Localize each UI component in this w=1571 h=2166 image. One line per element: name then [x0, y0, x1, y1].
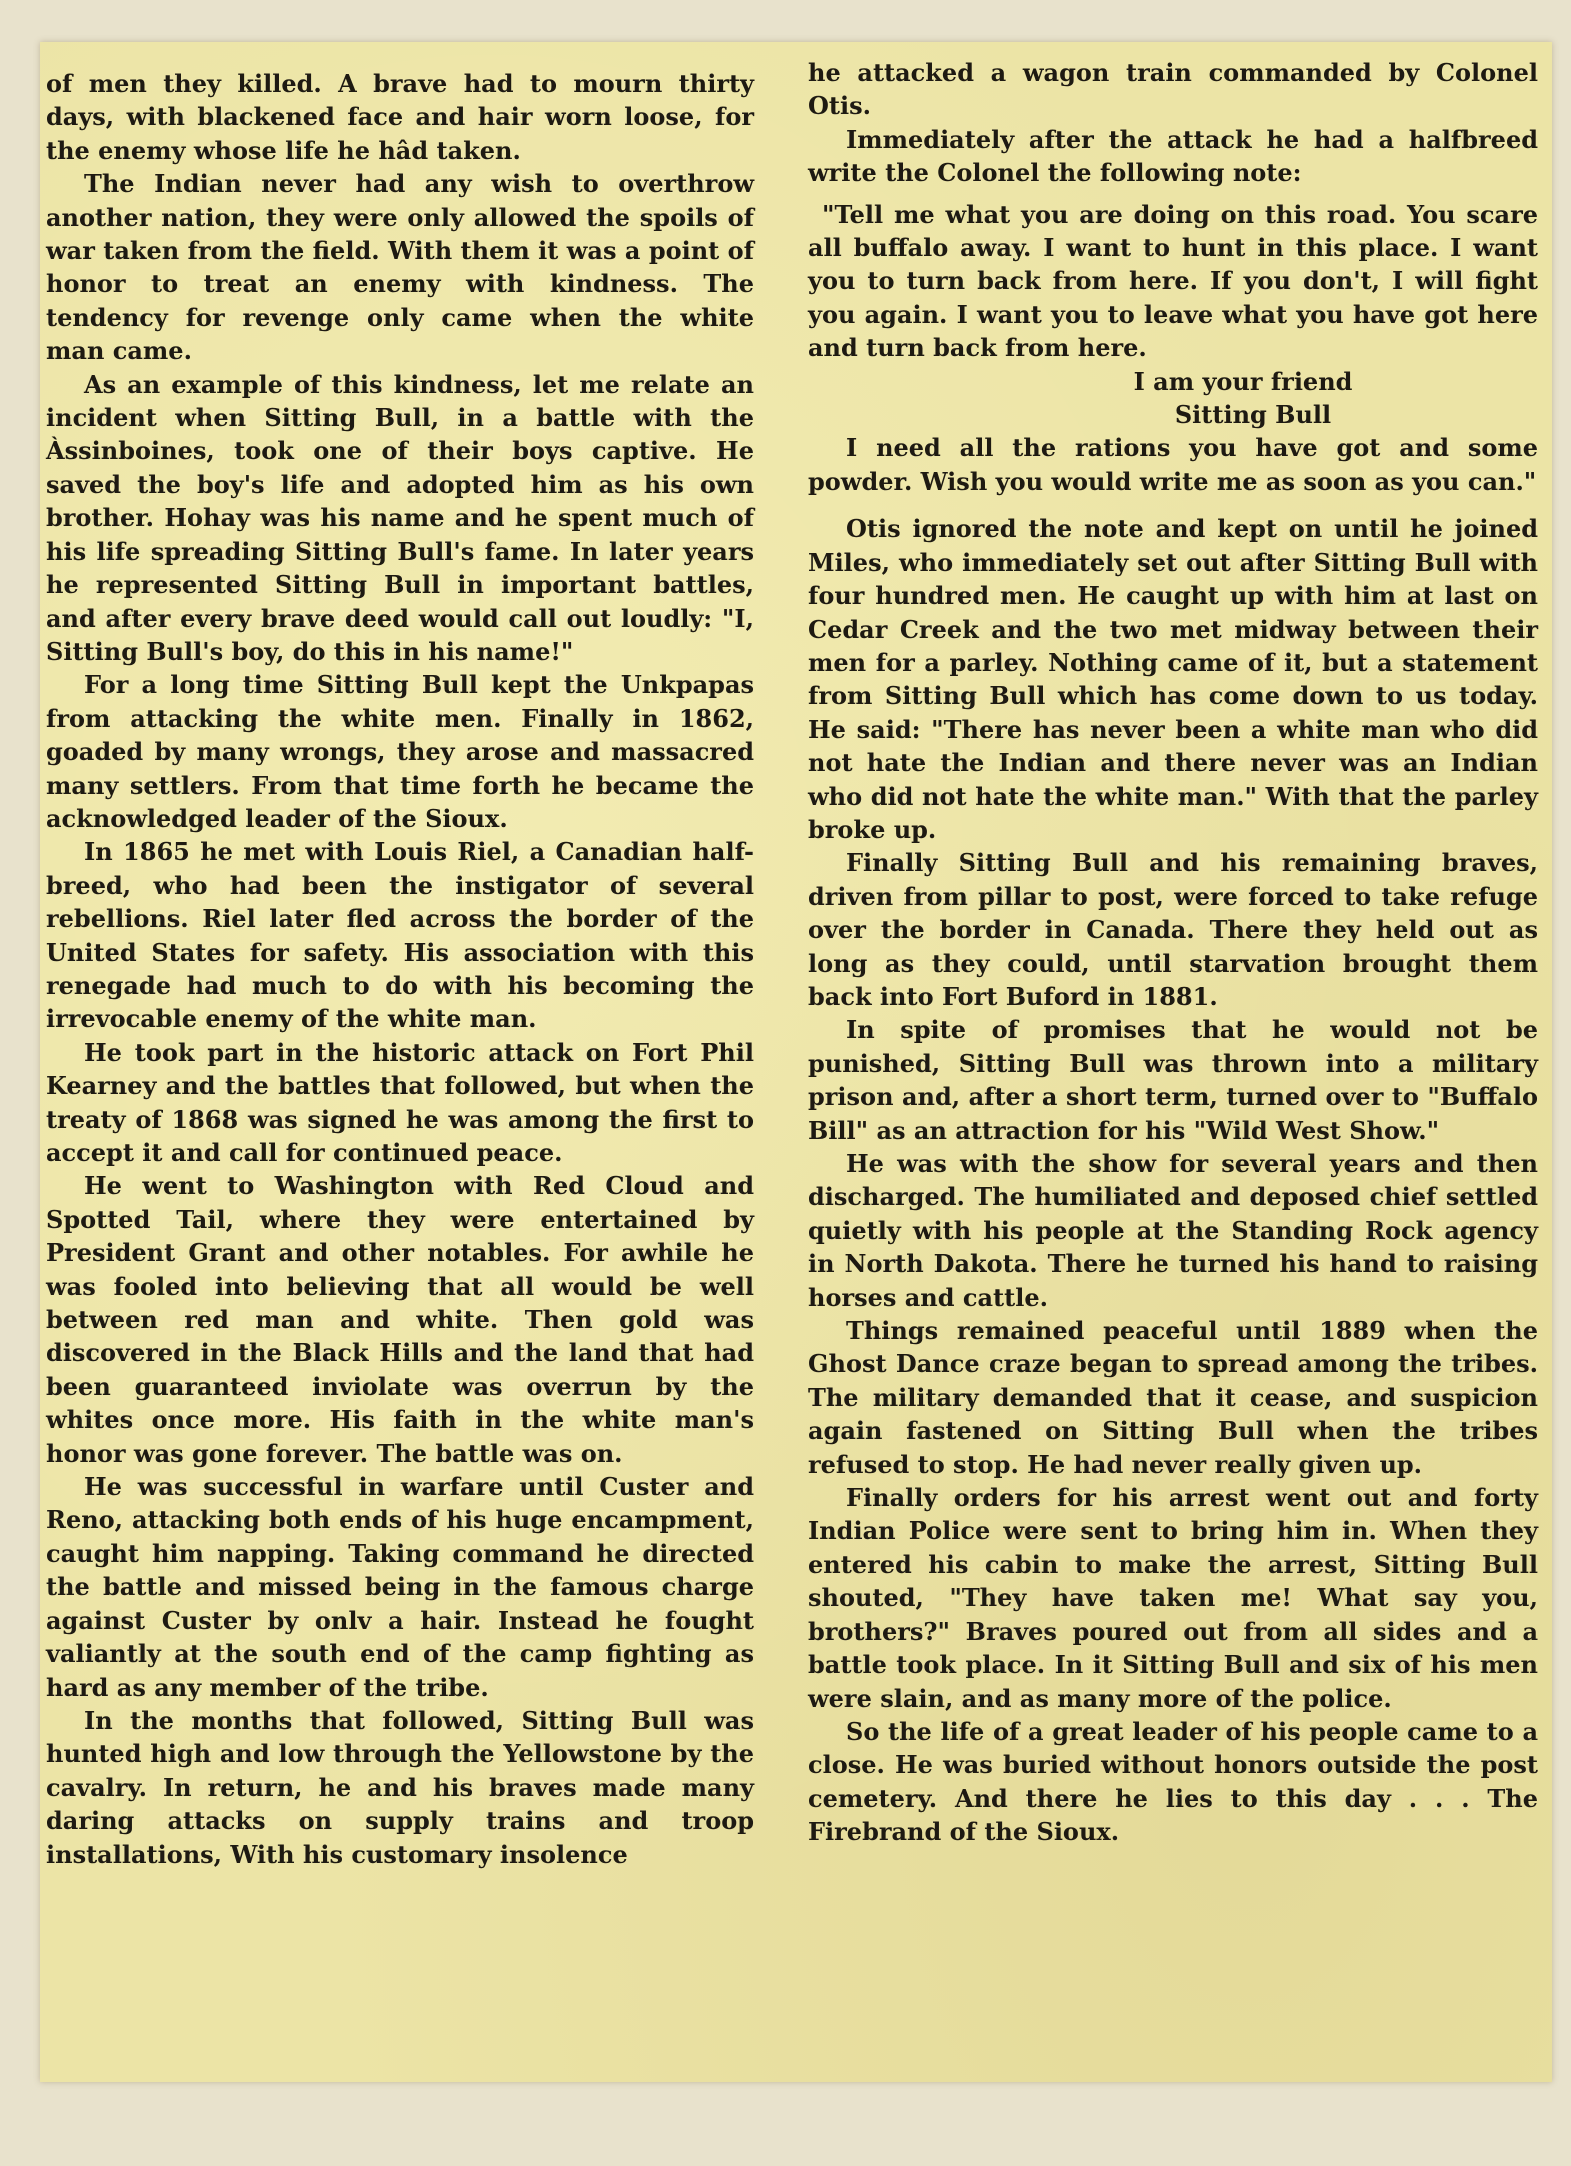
note-body: "Tell me what you are doing on this road. You scare all buffalo away. I want to hunt in this place. I want you to turn back from here. If you don't, I will fight you again. I want you to leave what you have got here and turn back from here.	[808, 199, 1538, 363]
paragraph: Things remained peaceful until 1889 when the Ghost Dance craze began to spread among the tribes. The military demanded that it cease, and suspicion again fastened on Sitting Bull when the tribes refused to stop. He had never really given up.	[808, 1316, 1538, 1479]
paragraph: of men they killed. A brave had to mourn thirty days, with blackened face and hair worn loose, for the enemy whose life he hâd taken.	[46, 69, 754, 165]
paragraph: He took part in the historic attack on Fort Phil Kearney and the battles that followed, but when the treaty of 1868 was signed he was among the first to accept it and call for continued peace.	[46, 1037, 754, 1167]
quoted-note	[808, 198, 1538, 499]
paragraph: In the months that followed, Sitting Bull was hunted high and low through the Yellowstone by the cavalry. In return, he and his braves made many daring attacks on supply trains and troop installations, With his customary insolence	[46, 1705, 754, 1869]
paragraph: For a long time Sitting Bull kept the Unkpapas from attacking the white men. Finally in 1862, goaded by many wrongs, they arose and massacred many settlers. From that time forth he became the acknowledged leader of the Sioux.	[46, 670, 754, 833]
paragraph: Immediately after the attack he had a halfbreed write the Colonel the following note:	[808, 124, 1538, 188]
note-signoff-block	[808, 365, 1538, 432]
paragraph: In 1865 he met with Louis Riel, a Canadian half-breed, who had been the instigator of several rebellions. Riel later fled across the border of the United States for safety. His association with this renegade had much to do with his becoming the irrevocable enemy of the white man.	[46, 837, 754, 1034]
note-signature: Sitting Bull	[1174, 400, 1332, 430]
paragraph: Finally Sitting Bull and his remaining braves, driven from pillar to post, were forced to take refuge over the border in Canada. There they held out as long as they could, until starvation brought them back into Fort Buford in 1881.	[808, 848, 1538, 1011]
paragraph: So the life of a great leader of his people came to a close. He was buried without honors outside the post cemetery. And there he lies to this day . . . The Firebrand of the Sioux.	[808, 1716, 1538, 1847]
note-postscript: I need all the rations you have got and some powder. Wish you would write me as soon as you can."	[808, 433, 1538, 496]
paragraph: In spite of promises that he would not be punished, Sitting Bull was thrown into a military prison and, after a short term, turned over to "Buffalo Bill" as an attraction for his "Wild West Show."	[808, 1015, 1538, 1145]
note-signoff: I am your friend	[1133, 366, 1353, 396]
paragraph: He was with the show for several years and then discharged. The humiliated and deposed chief settled quietly with his people at the Standing Rock agency in North Dakota. There he turned his hand to raising horses and cattle.	[808, 1149, 1538, 1312]
paragraph: he attacked a wagon train commanded by Colonel Otis.	[808, 58, 1538, 121]
right-column	[808, 56, 1538, 1849]
paragraph: As an example of this kindness, let me relate an incident when Sitting Bull, in a battle with the Àssinboines, took one of their boys captive. He saved the boy's life and adopted him as his own brother. Hohay was his name and he spent much of his life spreading Sitting Bull's fame. In later years he represented Sitting Bull in important battles, and after every brave deed would call out loudly: "I, Sitting Bull's boy, do this in his name!"	[46, 369, 754, 666]
paragraph: Otis ignored the note and kept on until he joined Miles, who immediately set out after Sitting Bull with four hundred men. He caught up with him at last on Cedar Creek and the two met midway between their men for a parley. Nothing came of it, but a statement from Sitting Bull which has come down to us today. He said: "There has never been a white man who did not hate the Indian and there never was an Indian who did not hate the white man." With that the parley broke up.	[808, 514, 1538, 844]
paragraph: Finally orders for his arrest went out and forty Indian Police were sent to bring him in. When they entered his cabin to make the arrest, Sitting Bull shouted, "They have taken me! What say you, brothers?" Braves poured out from all sides and a battle took place. In it Sitting Bull and six of his men were slain, and as many more of the police.	[808, 1483, 1538, 1713]
paragraph: He was successful in warfare until Custer and Reno, attacking both ends of his huge encampment, caught him napping. Taking command he directed the battle and missed being in the famous charge against Custer by onlv a hair. Instead he fought valiantly at the south end of the camp fighting as hard as any member of the tribe.	[46, 1472, 754, 1702]
article-page	[40, 42, 1552, 2082]
left-column	[46, 67, 754, 1871]
paragraph: He went to Washington with Red Cloud and Spotted Tail, where they were entertained by President Grant and other notables. For awhile he was fooled into believing that all would be well between red man and white. Then gold was discovered in the Black Hills and the land that had been guaranteed inviolate was overrun by the whites once more. His faith in the white man's honor was gone forever. The battle was on.	[46, 1171, 754, 1468]
paragraph: The Indian never had any wish to overthrow another nation, they were only allowed the spoils of war taken from the field. With them it was a point of honor to treat an enemy with kindness. The tendency for revenge only came when the white man came.	[46, 169, 754, 366]
spacer	[808, 498, 1538, 512]
